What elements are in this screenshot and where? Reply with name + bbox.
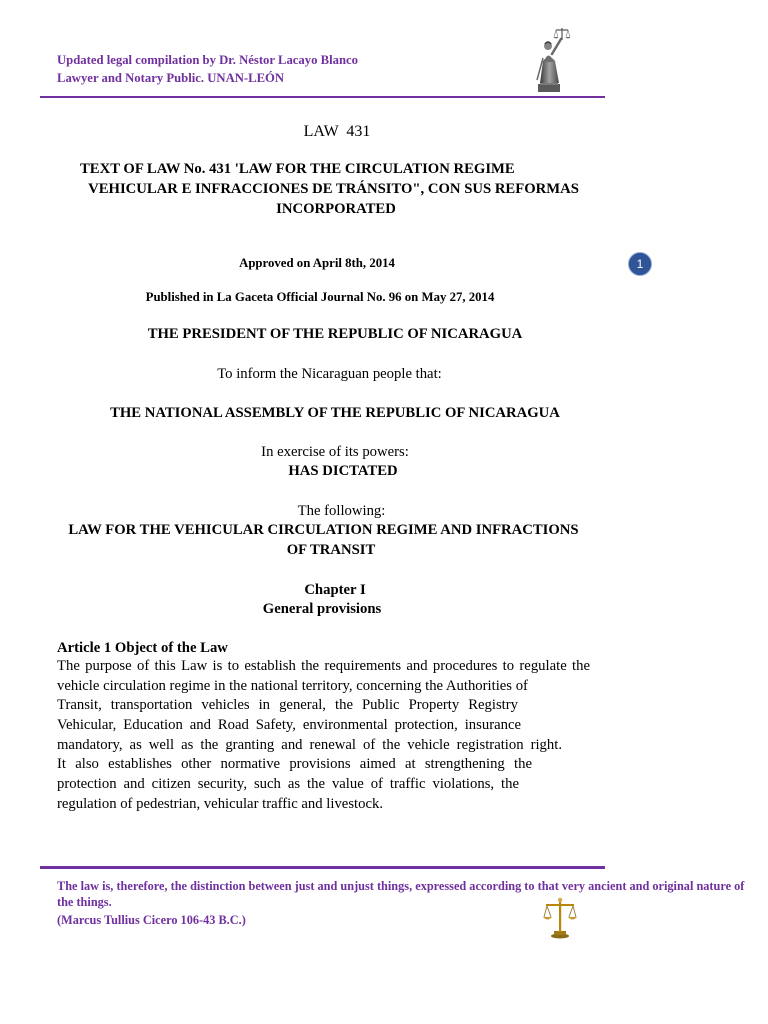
statue-left-pan	[554, 37, 559, 39]
scale-right-strings	[569, 906, 576, 917]
header-affiliation-line: Lawyer and Notary Public. UNAN-LEÓN	[57, 71, 285, 85]
statue-left-pan-strings	[554, 30, 558, 37]
scale-right-pan	[568, 917, 577, 920]
article-line: vehicle circulation regime in the national territory, concerning the Authorities of	[57, 677, 528, 694]
article-paragraph	[57, 657, 590, 815]
scale-left-pan	[543, 917, 552, 920]
page-number: 1	[636, 257, 644, 271]
page-number-badge	[628, 252, 652, 276]
header-compiler-line: Updated legal compilation by Dr. Néstor Lacayo Blanco	[57, 53, 358, 67]
scale-left-strings	[544, 906, 551, 917]
article-line: It also establishes other normative provisions aimed at strengthening the	[57, 756, 532, 773]
publication-info: Published in La Gaceta Official Journal No. 96 on May 27, 2014	[145, 290, 495, 304]
scale-post	[559, 902, 561, 932]
statue-raised-arm	[552, 39, 561, 54]
header-divider	[40, 96, 605, 98]
dictated-heading: HAS DICTATED	[288, 463, 398, 479]
article-line: protection and citizen security, such as the value of traffic violations, the	[57, 776, 519, 793]
article-line: mandatory, as well as the granting and renewal of the vehicle registration right.	[57, 736, 562, 753]
footer-quote-line-1: The law is, therefore, the distinction between just and unjust things, expressed according to that very ancient and original nature of	[57, 878, 745, 893]
chapter-title: General provisions	[262, 601, 382, 617]
scale-beam	[546, 904, 574, 906]
balance-scale-icon	[543, 895, 577, 939]
powers-line: In exercise of its powers:	[261, 444, 409, 460]
footer-divider	[40, 866, 605, 869]
lady-justice-statue-icon	[528, 22, 572, 94]
article-line: Transit, transportation vehicles in general, the Public Property Registry	[57, 697, 518, 714]
approved-date: Approved on April 8th, 2014	[239, 256, 395, 270]
full-title-line-3: INCORPORATED	[276, 201, 396, 217]
article-line: The purpose of this Law is to establish the requirements and procedures to regulate the	[57, 658, 590, 674]
statue-right-pan	[566, 37, 571, 39]
full-title-line-1: TEXT OF LAW No. 431 'LAW FOR THE CIRCULATION REGIME	[80, 161, 515, 177]
statue-pedestal	[538, 84, 560, 92]
inform-line: To inform the Nicaraguan people that:	[217, 366, 442, 382]
statue-right-pan-strings	[566, 30, 570, 37]
footer-attribution: (Marcus Tullius Cicero 106-43 B.C.)	[57, 912, 246, 927]
law-name-line-2: OF TRANSIT	[286, 542, 376, 558]
chapter-heading: Chapter I	[304, 582, 366, 598]
article-heading: Article 1 Object of the Law	[57, 640, 228, 656]
article-line: regulation of pedestrian, vehicular traffic and livestock.	[57, 795, 383, 812]
scale-knob	[558, 898, 562, 902]
following-line: The following:	[297, 503, 386, 519]
assembly-heading: THE NATIONAL ASSEMBLY OF THE REPUBLIC OF NICARAGUA	[110, 405, 560, 421]
footer-quote-line-2: the things.	[57, 894, 112, 909]
law-name-line-1: LAW FOR THE VEHICULAR CIRCULATION REGIME AND INFRACTIONS	[68, 522, 579, 538]
full-title-line-2: VEHICULAR E INFRACCIONES DE TRÁNSITO", CON SUS REFORMAS	[88, 181, 579, 197]
law-number-title: LAW 431	[303, 123, 371, 140]
president-heading: THE PRESIDENT OF THE REPUBLIC OF NICARAGUA	[147, 326, 523, 342]
article-line: Vehicular, Education and Road Safety, environmental protection, insurance	[57, 717, 521, 734]
